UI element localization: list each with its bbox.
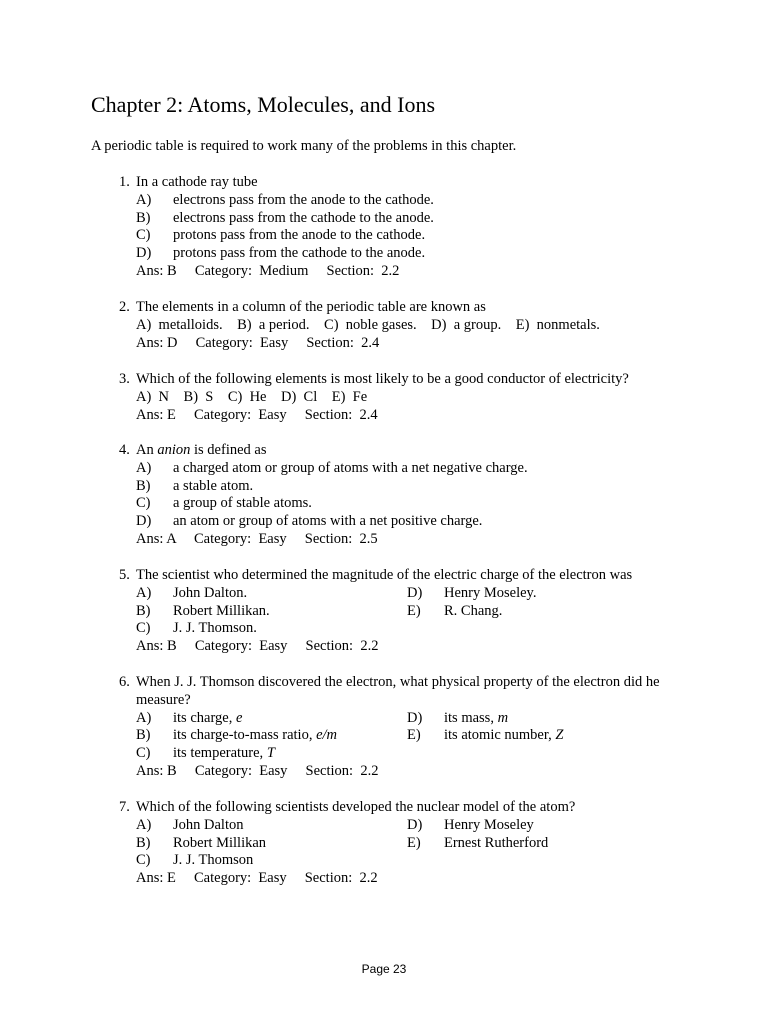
option-text: its atomic number, Z: [444, 727, 564, 744]
option: [119, 210, 679, 228]
option-text: R. Chang.: [444, 602, 503, 619]
question-4: [119, 442, 679, 549]
question-7: [119, 799, 679, 888]
option: [136, 710, 407, 728]
page-title: Chapter 2: Atoms, Molecules, and Ions: [91, 92, 436, 117]
option-text: its charge-to-mass ratio, e/m: [173, 727, 338, 744]
option: [119, 478, 679, 496]
option-letter: C): [136, 852, 151, 869]
question-number: 2.: [119, 299, 130, 315]
option-letter: C): [136, 495, 151, 512]
option: [136, 852, 407, 870]
answer-line: Ans: B Category: Easy Section: 2.2: [136, 638, 379, 655]
option-text: its mass, m: [444, 709, 509, 726]
option-grid: [119, 710, 679, 763]
option: [119, 513, 679, 531]
option-text: a group of stable atoms.: [173, 495, 312, 512]
option: [119, 495, 679, 513]
question-stem: When J. J. Thomson discovered the electron, what physical property of the electron did he measure?: [136, 674, 660, 708]
option-letter: A): [136, 584, 152, 601]
option: [136, 745, 407, 763]
option-letter: E): [407, 834, 421, 851]
option-text: Henry Moseley.: [444, 584, 537, 601]
question-2: [119, 299, 679, 352]
option-letter: D): [136, 245, 152, 262]
option-text: John Dalton.: [173, 584, 248, 601]
symbol: e/m: [316, 727, 338, 744]
question-stem: The elements in a column of the periodic table are known as: [136, 299, 486, 315]
option-letter: D): [407, 816, 423, 833]
option-letter: E): [407, 602, 421, 619]
option-letter: D): [136, 513, 152, 530]
page-number: Page 23: [361, 962, 407, 976]
option: [136, 603, 407, 621]
option: [407, 817, 679, 835]
option: [119, 227, 679, 245]
question-stem: The scientist who determined the magnitude of the electric charge of the electron was: [136, 567, 633, 583]
option: [119, 460, 679, 478]
option-letter: C): [136, 745, 151, 762]
option-text: protons pass from the cathode to the anode.: [173, 245, 426, 262]
question-stem: Which of the following elements is most likely to be a good conductor of electricity?: [136, 371, 629, 387]
option-text: an atom or group of atoms with a net positive charge.: [173, 513, 483, 530]
option-text: electrons pass from the cathode to the anode.: [173, 209, 434, 226]
answer-line: Ans: B Category: Easy Section: 2.2: [136, 762, 379, 779]
option-text: John Dalton: [173, 816, 244, 833]
symbol: T: [266, 745, 275, 762]
option-text: electrons pass from the anode to the cathode.: [173, 191, 434, 208]
question-5: [119, 567, 679, 656]
option-text: its temperature, T: [173, 745, 275, 762]
answer-line: Ans: A Category: Easy Section: 2.5: [136, 530, 378, 547]
question-number: 1.: [119, 174, 130, 190]
question-stem: In a cathode ray tube: [136, 174, 258, 190]
option: [407, 585, 679, 603]
question-6: [119, 674, 679, 781]
option-letter: A): [136, 459, 152, 476]
option-text: Ernest Rutherford: [444, 834, 549, 851]
option-letter: D): [407, 584, 423, 601]
question-stem: Which of the following scientists developed the nuclear model of the atom?: [136, 799, 576, 815]
option: [136, 727, 407, 745]
question-number: 5.: [119, 567, 130, 583]
option-grid: [119, 585, 679, 638]
question-number: 7.: [119, 799, 130, 815]
question-3: [119, 371, 679, 424]
answer-line: Ans: B Category: Medium Section: 2.2: [136, 262, 400, 279]
option-text: protons pass from the anode to the cathode.: [173, 227, 426, 244]
inline-options: A) metalloids. B) a period. C) noble gases. D) a group. E) nonmetals.: [136, 316, 600, 333]
option-letter: B): [136, 834, 151, 851]
question-stem: An anion is defined as: [136, 442, 267, 458]
option-letter: B): [136, 727, 151, 744]
option-grid: [119, 817, 679, 870]
option-text: a charged atom or group of atoms with a net negative charge.: [173, 459, 528, 476]
option: [407, 603, 679, 621]
option: [136, 620, 407, 638]
symbol: m: [497, 709, 509, 726]
option-letter: B): [136, 602, 151, 619]
symbol: e: [235, 709, 243, 726]
option: [407, 710, 679, 728]
question-1: [119, 174, 679, 281]
option-text: Henry Moseley: [444, 816, 534, 833]
option-text: a stable atom.: [173, 477, 254, 494]
option-letter: A): [136, 191, 152, 208]
inline-options: A) N B) S C) He D) Cl E) Fe: [136, 388, 368, 405]
option: [136, 835, 407, 853]
option-text: J. J. Thomson: [173, 852, 254, 869]
option-text: Robert Millikan.: [173, 602, 270, 619]
intro-text: A periodic table is required to work many of the problems in this chapter.: [91, 138, 517, 154]
option-letter: B): [136, 477, 151, 494]
option: [136, 585, 407, 603]
option-letter: A): [136, 709, 152, 726]
option: [407, 727, 679, 745]
option-letter: A): [136, 816, 152, 833]
question-number: 6.: [119, 674, 130, 690]
option-letter: C): [136, 620, 151, 637]
question-number: 4.: [119, 442, 130, 458]
answer-line: Ans: D Category: Easy Section: 2.4: [136, 334, 380, 351]
option-text: Robert Millikan: [173, 834, 267, 851]
emphasis-term: anion: [157, 442, 191, 458]
answer-line: Ans: E Category: Easy Section: 2.2: [136, 870, 378, 887]
option: [119, 192, 679, 210]
option-letter: C): [136, 227, 151, 244]
answer-line: Ans: E Category: Easy Section: 2.4: [136, 406, 378, 423]
option-text: its charge, e: [173, 709, 243, 726]
question-number: 3.: [119, 371, 130, 387]
symbol: Z: [555, 727, 564, 744]
option-letter: B): [136, 209, 151, 226]
option: [407, 835, 679, 853]
option-text: J. J. Thomson.: [173, 620, 257, 637]
option-letter: D): [407, 709, 423, 726]
option: [136, 817, 407, 835]
option-letter: E): [407, 727, 421, 744]
option: [119, 245, 679, 263]
